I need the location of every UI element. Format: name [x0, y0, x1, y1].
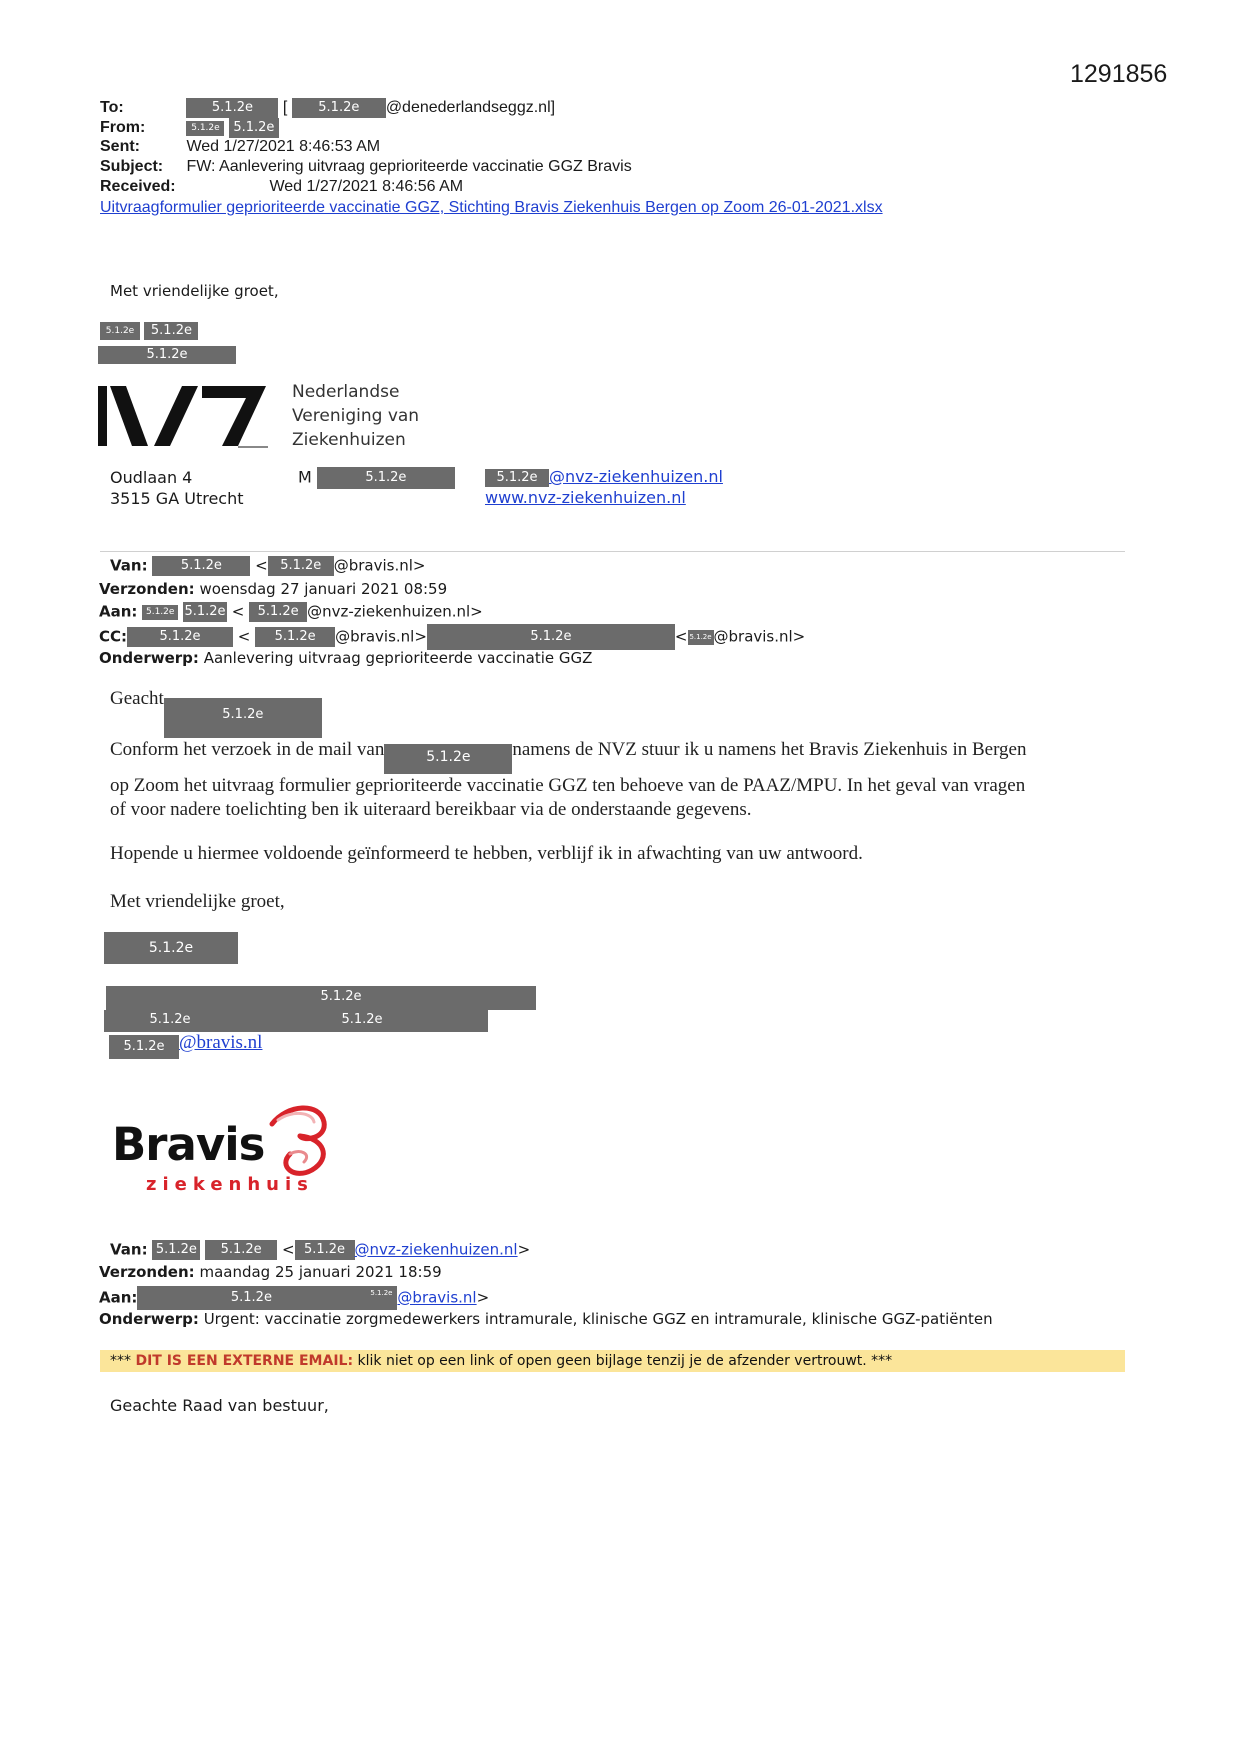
- redaction: 5.1.2e: [236, 1010, 488, 1032]
- sent-label: Sent:: [100, 138, 140, 155]
- divider: [100, 551, 1125, 552]
- nvz-org-name: [292, 380, 419, 452]
- redaction: 5.1.2e: [104, 932, 238, 964]
- redaction: 5.1.2e: [164, 698, 322, 738]
- header-sent: [100, 138, 380, 156]
- bravis-logo: [112, 1100, 332, 1200]
- onderwerp-label: Onderwerp:: [99, 649, 199, 667]
- redaction: 5.1.2e: [142, 605, 178, 620]
- address-line: Oudlaan 4: [110, 468, 193, 487]
- to-label: To:: [100, 99, 124, 117]
- subject-value: FW: Aanlevering uitvraag geprioriteerde vaccinatie GGZ Bravis: [186, 158, 632, 175]
- header-subject: [100, 158, 632, 176]
- org-line: Ziekenhuizen: [292, 430, 406, 450]
- nvz-logo: [98, 384, 268, 448]
- page-number: 1291856: [1070, 60, 1168, 88]
- redaction: 5.1.2e: [152, 1240, 200, 1260]
- redaction: 5.1.2e: [186, 121, 224, 136]
- nvz-email[interactable]: [485, 467, 723, 487]
- to-suffix: @denederlandseggz.nl]: [385, 99, 556, 117]
- aan-suffix: @nvz-ziekenhuizen.nl>: [307, 602, 483, 621]
- aan-label: Aan:: [99, 602, 138, 621]
- email2-salutation: [110, 688, 322, 738]
- banner-rest: klik niet op een link of open geen bijlage tenzij je de afzender vertrouwt.: [357, 1353, 867, 1369]
- redaction: 5.1.2e: [268, 556, 334, 576]
- redaction: 5.1.2e: [229, 118, 279, 138]
- external-email-banner: [100, 1350, 1125, 1372]
- aan-suffix[interactable]: @bravis.nl: [397, 1288, 477, 1307]
- bravis-logo-sub: ziekenhuis: [146, 1174, 314, 1195]
- nvz-logo-v-right: [154, 386, 198, 446]
- bracket: [: [282, 99, 288, 117]
- redaction: 5.1.2e: [295, 1240, 355, 1260]
- redaction: 5.1.2e: [137, 1286, 365, 1310]
- email3-aan: [99, 1286, 489, 1310]
- signature-name-redactions: [100, 322, 198, 340]
- lt: <: [674, 627, 688, 646]
- header-received: [100, 178, 463, 196]
- email2-signature-email[interactable]: [109, 1032, 262, 1059]
- banner-bold: DIT IS EEN EXTERNE EMAIL:: [135, 1353, 354, 1369]
- nvz-logo-z-diagonal: [202, 386, 266, 446]
- redaction: 5.1.2e: [384, 744, 512, 774]
- van-label: Van:: [110, 1240, 148, 1259]
- email2-signature-block: [106, 986, 536, 1008]
- nvz-logo-n-diagonal: [110, 386, 148, 446]
- nvz-website[interactable]: [485, 488, 686, 507]
- redaction: 5.1.2e: [100, 322, 140, 340]
- para1-start: Conform het verzoek in de mail van: [110, 739, 385, 760]
- redaction: 5.1.2e: [127, 627, 233, 647]
- lt: <: [237, 627, 251, 646]
- email3-van: [110, 1240, 530, 1260]
- redaction: 5.1.2e: [317, 467, 455, 489]
- email2-van: [110, 556, 426, 576]
- redaction: 5.1.2e: [205, 1240, 277, 1260]
- verzonden-value: woensdag 27 januari 2021 08:59: [199, 580, 448, 598]
- banner-stars: ***: [871, 1353, 893, 1369]
- nvz-mobile: [298, 467, 455, 489]
- van-close: >: [517, 1240, 531, 1259]
- verzonden-label: Verzonden:: [99, 1263, 195, 1281]
- redaction: 5.1.2e: [249, 602, 307, 622]
- nvz-address: [110, 467, 244, 509]
- van-suffix[interactable]: @nvz-ziekenhuizen.nl: [354, 1240, 518, 1259]
- lt: <: [281, 1240, 295, 1259]
- salutation-text: Geacht: [110, 688, 164, 709]
- redaction: 5.1.2e: [485, 469, 549, 487]
- subject-label: Subject:: [100, 158, 164, 175]
- banner-stars: ***: [110, 1353, 131, 1369]
- received-value: Wed 1/27/2021 8:46:56 AM: [269, 178, 464, 195]
- onderwerp-label: Onderwerp:: [99, 1310, 199, 1328]
- email2-paragraph-2: Hopende u hiermee voldoende geïnformeerd te hebben, verblijf ik in afwachting van uw antwoord.: [110, 843, 863, 864]
- verzonden-label: Verzonden:: [99, 580, 195, 598]
- email3-onderwerp: [99, 1310, 993, 1328]
- redaction: 5.1.2e: [186, 98, 278, 118]
- paragraph-line: of voor nadere toelichting ben ik uiteraard bereikbaar via de onderstaande gegevens.: [110, 799, 752, 820]
- address-line: 3515 GA Utrecht: [110, 489, 244, 508]
- cc-suffix-1: @bravis.nl>: [335, 627, 427, 646]
- cc-label: CC:: [99, 627, 128, 646]
- redaction: 5.1.2e: [688, 630, 714, 645]
- redaction: 5.1.2e: [255, 627, 335, 647]
- paragraph-line: [110, 738, 1027, 774]
- redaction: 5.1.2e: [104, 1010, 236, 1032]
- aan-close: >: [476, 1288, 490, 1307]
- email2-aan: [99, 602, 483, 622]
- greeting-1: Met vriendelijke groet,: [110, 282, 279, 300]
- header-from: [100, 118, 279, 138]
- onderwerp-value: Aanlevering uitvraag geprioriteerde vaccinatie GGZ: [203, 649, 593, 667]
- email2-closing: Met vriendelijke groet,: [110, 891, 285, 912]
- redaction: 5.1.2e: [427, 624, 675, 650]
- lt: <: [255, 556, 268, 575]
- nvz-logo-bar-1: [98, 386, 107, 446]
- paragraph-line: op Zoom het uitvraag formulier geprioriteerde vaccinatie GGZ ten behoeve van de PAAZ/MPU. In het geval van vragen: [110, 775, 1026, 796]
- van-label: Van:: [110, 556, 148, 575]
- header-to: [100, 98, 555, 118]
- redaction: 5.1.2e: [144, 322, 198, 340]
- mobile-label: M: [298, 467, 312, 487]
- para1-rest: namens de NVZ stuur ik u namens het Bravis Ziekenhuis in Bergen: [512, 739, 1027, 760]
- email2-signature-name: [104, 932, 238, 964]
- attachment-link[interactable]: [100, 199, 883, 217]
- redaction: 5.1.2e: [98, 346, 236, 364]
- redaction: 5.1.2e: [292, 98, 386, 118]
- sent-value: Wed 1/27/2021 8:46:53 AM: [186, 138, 381, 155]
- website-link[interactable]: www.nvz-ziekenhuizen.nl: [485, 488, 686, 507]
- verzonden-value: maandag 25 januari 2021 18:59: [199, 1263, 442, 1281]
- email2-onderwerp: [99, 649, 592, 667]
- email2-paragraph-1: [110, 738, 1027, 822]
- redaction: 5.1.2e: [152, 556, 250, 576]
- bravis-logo-word: Bravis: [112, 1118, 265, 1171]
- email2-cc: [99, 624, 805, 650]
- received-label: Received:: [100, 178, 176, 195]
- lt: <: [231, 602, 245, 621]
- redaction: 5.1.2e: [365, 1286, 397, 1310]
- van-suffix: @bravis.nl>: [333, 556, 426, 575]
- redaction: 5.1.2e: [109, 1035, 179, 1059]
- attachment-filename[interactable]: Uitvraagformulier geprioriteerde vaccinatie GGZ, Stichting Bravis Ziekenhuis Bergen op Zoom 26-01-2021.xlsx: [100, 199, 883, 216]
- cc-suffix-2: @bravis.nl>: [713, 627, 806, 646]
- signature-email-suffix[interactable]: @bravis.nl: [179, 1032, 263, 1053]
- email3-verzonden: [99, 1263, 442, 1281]
- onderwerp-value: Urgent: vaccinatie zorgmedewerkers intramurale, klinische GGZ en intramurale, klinische GGZ-patiënten: [203, 1310, 993, 1328]
- redaction: 5.1.2e: [183, 602, 227, 622]
- aan-label: Aan:: [99, 1288, 138, 1307]
- redaction: 5.1.2e: [106, 986, 536, 1010]
- email3-salutation: Geachte Raad van bestuur,: [110, 1396, 329, 1415]
- from-label: From:: [100, 119, 146, 137]
- email-suffix[interactable]: @nvz-ziekenhuizen.nl: [549, 467, 723, 486]
- org-line: Nederlandse: [292, 382, 400, 402]
- bravis-swirl-icon: [242, 1100, 332, 1180]
- org-line: Vereniging van: [292, 406, 420, 426]
- email2-verzonden: [99, 580, 447, 598]
- signature-title-redaction: [98, 346, 236, 364]
